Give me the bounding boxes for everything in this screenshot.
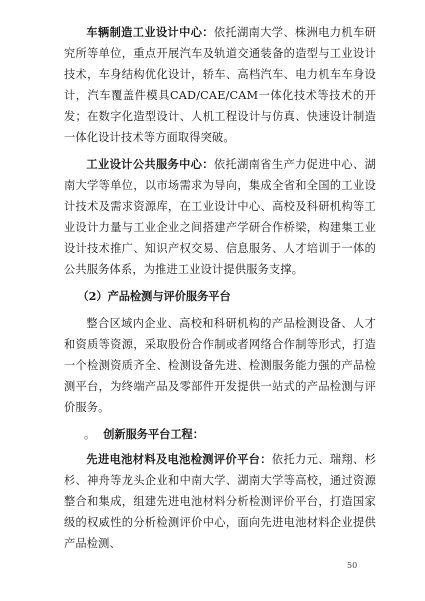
document-page — [64, 22, 376, 560]
paragraph-text: 依托湖南大学、株洲电力机车研究所等单位，重点开展汽车及轨道交通装备的造型与工业设计技术，车身结构优化设计，轿车、高档汽车、电力机车车身设计，汽车覆盖件模具CAD/CAE/CAM一体化技术等技术的开发；在数字化造型设计、人机工程设计与仿真、快速设计制造一体化设计技术等方面取得突破。 — [64, 26, 376, 144]
subheading-testing-platform: （2）产品检测与评价服务平台 — [77, 289, 231, 303]
paragraph-text: 依托力元、瑞翔、杉杉、神舟等龙头企业和中南大学、湖南大学等高校，通过资源整合和集成，组建先进电池材料分析检测评价平台，打造国家级的权威性的分析检测评价中心，面向先进电池材料企业提供产品检测、 — [64, 453, 376, 550]
section-title: 创新服务平台工程： — [103, 427, 204, 441]
paragraph-testing-platform: 整合区域内企业、高校和科研机构的产品检测设备、人才和资质等资源，采取股份合作制或者网络合作制等形式，打造一个检测资质齐全、检测设备先进、检测服务能力强的产品检测平台，为终端产品及零部件开发提供一站式的产品检测与评价服务。 — [64, 317, 376, 414]
section-marker: 。 — [84, 428, 96, 441]
page-number: 50 — [347, 561, 358, 570]
paragraph-lead: 车辆制造工业设计中心： — [86, 25, 214, 39]
paragraph-public-service-center — [64, 154, 376, 280]
paragraph-lead: 工业设计公共服务中心： — [86, 157, 214, 171]
paragraph-vehicle-design-center — [64, 22, 376, 148]
paragraph-lead: 先进电池材料及电池检测评价平台： — [86, 452, 272, 466]
section-heading — [64, 424, 376, 445]
paragraph-battery-platform — [64, 449, 376, 554]
paragraph-text: 依托湖南省生产力促进中心、湖南大学等单位，以市场需求为导向，集成全省和全国的工业设计技术及需求资源库，在工业设计中心、高校及科研机构等工业设计力量与工业企业之间搭建产学研合作桥梁，构建集工业设计技术推广、知识产权交易、信息服务、人才培训于一体的公共服务体系，为推进工业设计提供服务支撑。 — [64, 158, 376, 276]
